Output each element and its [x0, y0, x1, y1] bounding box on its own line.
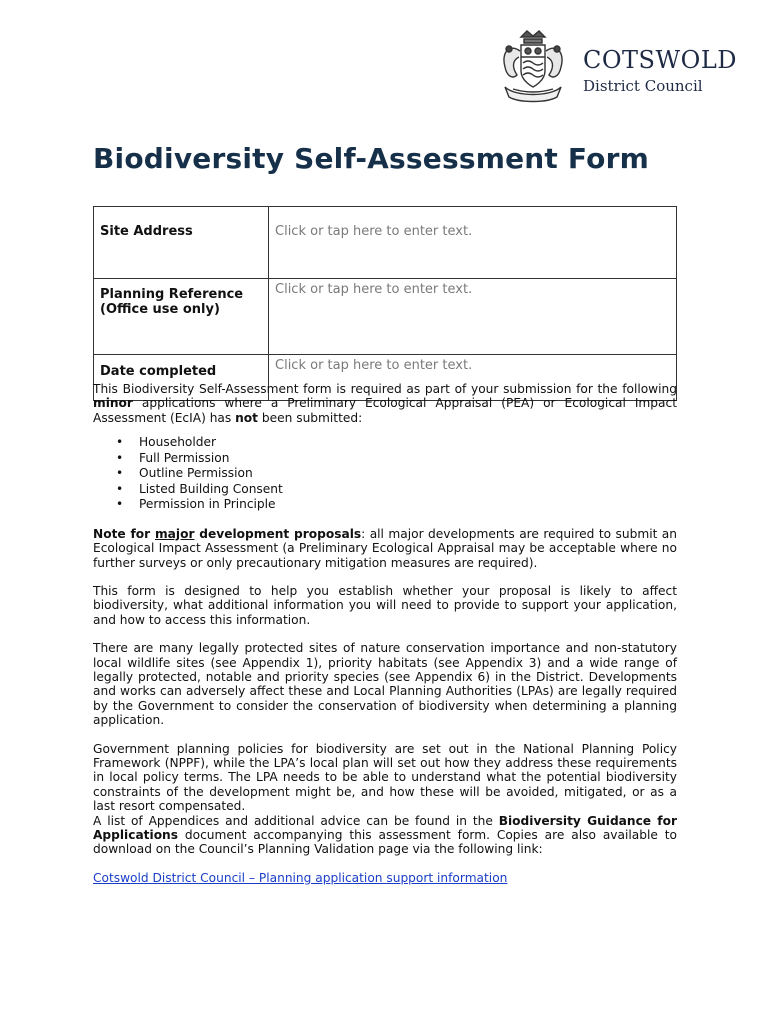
planning-reference-field[interactable]: Click or tap here to enter text. [269, 279, 677, 355]
intro-emphasis-not: not [235, 410, 259, 425]
date-completed-field[interactable]: Click or tap here to enter text. [269, 355, 677, 401]
list-item: • Outline Permission [139, 466, 677, 482]
site-address-field[interactable]: Click or tap here to enter text. [269, 207, 677, 279]
list-item: • Householder [139, 435, 677, 451]
site-address-label: Site Address [94, 207, 269, 279]
list-item: • Listed Building Consent [139, 482, 677, 498]
intro-text: been submitted: [258, 410, 363, 425]
table-row [94, 207, 677, 279]
details-table [93, 206, 677, 401]
intro-text: applications where a Preliminary Ecological Appraisal (PEA) or Ecological Impact Assessment (EcIA) has [93, 396, 677, 425]
date-completed-label: Date completed [94, 355, 269, 401]
org-subtitle: District Council [583, 77, 703, 95]
note-major: major [154, 526, 195, 541]
list-item: • Full Permission [139, 451, 677, 467]
note-lead: Note for [93, 526, 155, 541]
guidance-text: A list of Appendices and additional advice can be found in the [93, 813, 499, 828]
protected-sites-paragraph: There are many legally protected sites of nature conservation importance and non-statutory local wildlife sites (see Appendix 1), priority habitats (see Appendix 3) and a wide range of legally protected, notable and priority species (see Appendix 6) in the District. Developments and works can adversely affect these and Local Planning Authorities (LPAs) are legally required by the Government to consider the conservation of biodiversity when determining a planning application. [93, 641, 677, 728]
org-header [583, 46, 737, 96]
note-lead: development proposals [194, 526, 362, 541]
planning-reference-label: Planning Reference (Office use only) [94, 279, 269, 355]
intro-text: This Biodiversity Self-Assessment form is required as part of your submission for the following [93, 382, 677, 396]
org-name: COTSWOLD [583, 46, 738, 74]
intro-emphasis-minor: minor [93, 396, 133, 411]
guidance-document-name: Biodiversity Guidance for Applications [93, 813, 677, 843]
guidance-paragraph [93, 814, 677, 857]
major-development-note [93, 527, 677, 570]
policy-paragraph: Government planning policies for biodiversity are set out in the National Planning Policy Framework (NPPF), while the LPA’s local plan will set out how they address these requirements in local policy terms. The LPA needs to be able to understand what the potential biodiversity constraints of the development might be, and how these will be avoided, mitigated, or as a last resort compensated. [93, 741, 677, 814]
guidance-text: document accompanying this assessment form. Copies are also available to download on the Council’s Planning Validation page via the following link: [93, 828, 677, 857]
document-body [93, 382, 677, 885]
purpose-paragraph: This form is designed to help you establish whether your proposal is likely to affect biodiversity, what additional information you will need to provide to support your application, and how to access this information. [93, 583, 677, 627]
application-types-list [93, 435, 677, 513]
note-text: : all major developments are required to submit an Ecological Impact Assessment (a Preliminary Ecological Appraisal may be acceptable where no further surveys or only precautionary mitigation measures are required). [93, 526, 678, 570]
council-crest-logo [491, 27, 575, 107]
list-item: • Permission in Principle [139, 497, 677, 513]
page-title: Biodiversity Self-Assessment Form [93, 142, 649, 175]
table-row [94, 279, 677, 355]
intro-paragraph [93, 382, 677, 425]
planning-support-link[interactable]: Cotswold District Council – Planning application support information [93, 870, 508, 885]
link-paragraph [93, 871, 677, 885]
